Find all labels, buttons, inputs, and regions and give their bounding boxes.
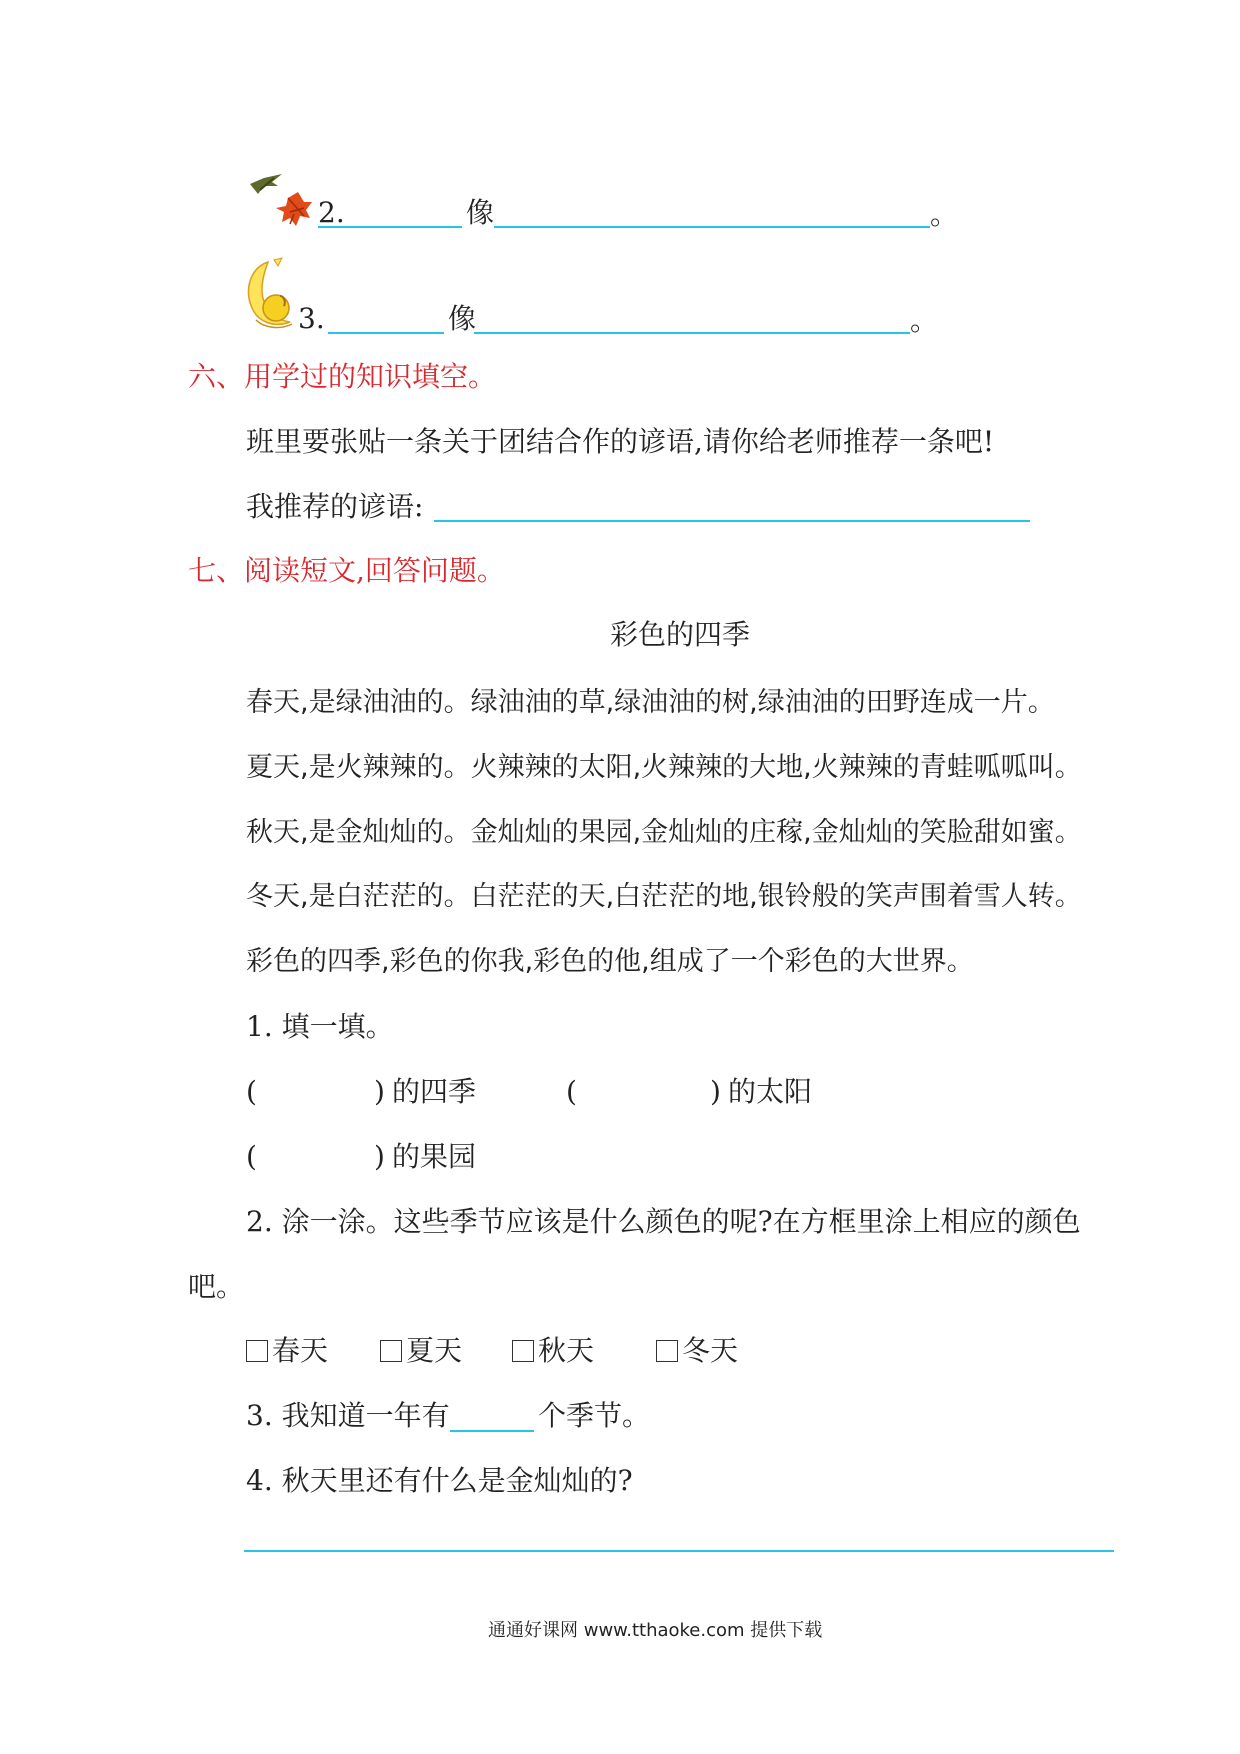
item-2-like: 像 xyxy=(466,196,495,229)
question-1-label: 1. 填一填。 xyxy=(246,1010,394,1043)
section-7-heading: 七、阅读短文,回答问题。 xyxy=(188,554,505,587)
passage-paragraph: 夏天,是火辣辣的。火辣辣的太阳,火辣辣的大地,火辣辣的青蛙呱呱叫。 xyxy=(246,752,1082,783)
q1-blank-2-close: ) xyxy=(710,1075,721,1108)
q1-blank-1-text: 的四季 xyxy=(392,1075,477,1108)
moon-icon xyxy=(240,256,304,330)
section-6-answer-label: 我推荐的谚语: xyxy=(246,490,424,523)
item-3-end: 。 xyxy=(910,304,939,337)
section-6-heading: 六、用学过的知识填空。 xyxy=(188,360,497,393)
section-6-prompt: 班里要张贴一条关于团结合作的谚语,请你给老师推荐一条吧! xyxy=(246,425,995,458)
item-2-end: 。 xyxy=(930,198,959,231)
season-count-blank[interactable] xyxy=(450,1430,534,1432)
q1-blank-3-text: 的果园 xyxy=(392,1140,477,1173)
leaf-icon xyxy=(244,168,314,228)
checkbox-icon[interactable] xyxy=(380,1340,402,1362)
question-4-answer-line[interactable] xyxy=(244,1550,1114,1552)
option-label: 春天 xyxy=(272,1334,329,1367)
question-3-suffix: 个季节。 xyxy=(538,1399,651,1432)
passage-paragraph: 冬天,是白茫茫的。白茫茫的天,白茫茫的地,银铃般的笑声围着雪人转。 xyxy=(246,881,1082,912)
q1-blank-1-open: ( xyxy=(246,1075,257,1108)
color-option-autumn[interactable] xyxy=(512,1334,594,1368)
option-label: 夏天 xyxy=(406,1334,463,1367)
checkbox-icon[interactable] xyxy=(512,1340,534,1362)
passage-paragraph: 秋天,是金灿灿的。金灿灿的果园,金灿灿的庄稼,金灿灿的笑脸甜如蜜。 xyxy=(246,817,1082,848)
question-2-label-continued: 吧。 xyxy=(188,1270,245,1303)
footer-text: 通通好课网 www.tthaoke.com 提供下载 xyxy=(488,1620,823,1641)
item-3-like: 像 xyxy=(448,302,477,335)
question-2-label: 2. 涂一涂。这些季节应该是什么颜色的呢?在方框里涂上相应的颜色 xyxy=(246,1205,1081,1238)
q1-blank-3-close: ) xyxy=(374,1140,385,1173)
option-label: 冬天 xyxy=(682,1334,739,1367)
passage-paragraph: 彩色的四季,彩色的你我,彩色的他,组成了一个彩色的大世界。 xyxy=(246,946,974,977)
q1-blank-2-input[interactable] xyxy=(590,1075,708,1109)
item-3-blank-2[interactable] xyxy=(474,332,910,334)
item-3-number: 3. xyxy=(298,302,325,335)
passage-paragraph: 春天,是绿油油的。绿油油的草,绿油油的树,绿油油的田野连成一片。 xyxy=(246,687,1055,718)
q1-blank-1-close: ) xyxy=(374,1075,385,1108)
item-2-blank-1[interactable] xyxy=(318,226,462,228)
checkbox-icon[interactable] xyxy=(246,1340,268,1362)
option-label: 秋天 xyxy=(538,1334,595,1367)
q1-blank-3-input[interactable] xyxy=(268,1140,370,1174)
q1-blank-3-open: ( xyxy=(246,1140,257,1173)
item-2-blank-2[interactable] xyxy=(494,226,930,228)
color-option-spring[interactable] xyxy=(246,1334,328,1368)
item-2-number: 2. xyxy=(318,196,345,229)
color-option-summer[interactable] xyxy=(380,1334,462,1368)
passage-title: 彩色的四季 xyxy=(610,618,751,651)
question-3-prefix: 3. 我知道一年有 xyxy=(246,1399,450,1432)
proverb-answer-line[interactable] xyxy=(434,520,1030,522)
color-option-winter[interactable] xyxy=(656,1334,738,1368)
q1-blank-2-text: 的太阳 xyxy=(728,1075,813,1108)
q1-blank-1-input[interactable] xyxy=(268,1075,370,1109)
checkbox-icon[interactable] xyxy=(656,1340,678,1362)
item-3-blank-1[interactable] xyxy=(328,332,444,334)
question-4-label: 4. 秋天里还有什么是金灿灿的? xyxy=(246,1464,633,1497)
q1-blank-2-open: ( xyxy=(566,1075,577,1108)
